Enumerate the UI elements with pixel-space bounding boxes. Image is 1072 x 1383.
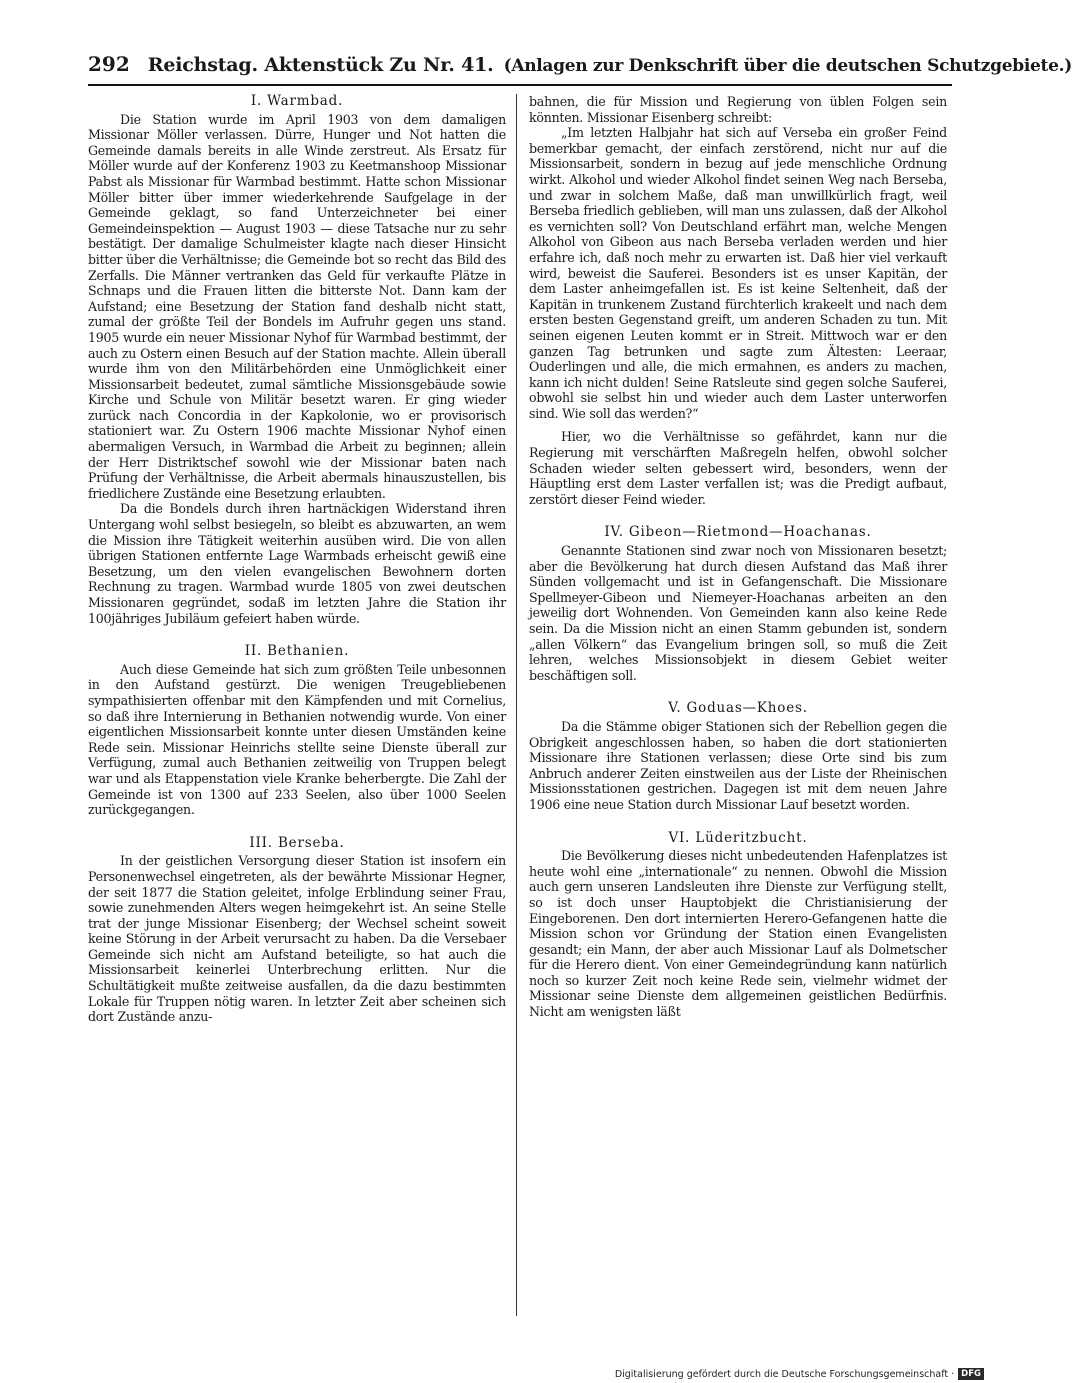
left-column	[88, 94, 506, 1025]
footer-text: Digitalisierung gefördert durch die Deutsche Forschungsgemeinschaft ·	[614, 1368, 955, 1380]
digitization-footer	[604, 1367, 984, 1381]
quote-paragraph: „Im letzten Halbjahr hat sich auf Verseba ein großer Feind bemerkbar gemacht, der einfach zerstörend, nicht nur auf die Missionsarbeit, sondern in bezug auf jede menschliche Ordnung wirkt. Alkohol und wieder Alkohol findet seinen Weg nach Berseba, und zwar in solchem Maße, daß man unwillkürlich fragt, weil Berseba friedlich geblieben, will man uns zulassen, daß der Alkohol es vernichten soll? Von Deutschland erfährt man, welche Mengen Alkohol von Gibeon aus nach Berseba verladen werden und hier erfahre ich, daß noch mehr zu erwarten ist. Daß hier viel verkauft wird, beweist die Sauferei. Besonders ist es unser Kapitän, der dem Laster anheimgefallen ist. Es ist keine Seltenheit, daß der Kapitän in trunkenem Zustand fürchterlich krakeelt und nach dem ersten besten Gegenstand greift, um anderen Schaden zu tun. Mit seinen eigenen Leuten kommt er in Streit. Mittwoch war er den ganzen Tag betrunken und sagte zum Ältesten: Leeraar, Ouderlingen und alle, die mich ermahnen, es anders zu machen, kann ich nicht dulden! Seine Ratsleute sind gegen solche Sauferei, obwohl sie selbst hin und wieder auch dem Laster unterworfen sind. Wie soll das werden?“	[529, 125, 947, 421]
section-heading-warmbad: I. Warmbad.	[250, 93, 344, 109]
paragraph: Die Bevölkerung dieses nicht unbedeutenden Hafenplatzes ist heute wohl eine „internationale“ zu nennen. Obwohl die Mission auch gern unseren Landsleuten ihre Dienste zur Verfügung stellt, so ist doch unser Hauptobjekt die Christianisierung der Eingeborenen. Den dort internierten Herero-Gefangenen hatte die Mission schon vor Gründung der Station einen Evangelisten gesandt; ein Mann, der aber auch Missionar Lauf als Dolmetscher für die Herero dient. Von einer Gemeindegründung kann natürlich noch so kurzer Zeit noch keine Rede sein, vielmehr widmet der Missionar seine Dienste dem allgemeinen geistlichen Bedürfnis. Nicht am wenigsten läßt	[529, 848, 947, 1020]
header-title: Reichstag. Aktenstück Zu Nr. 41.	[147, 54, 494, 76]
section-heading-gibeon: IV. Gibeon—Rietmond—Hoachanas.	[604, 524, 872, 541]
paragraph: Die Station wurde im April 1903 von dem damaligen Missionar Möller verlassen. Dürre, Hunger und Not hatten die Gemeinde damals bereits in alle Winde zerstreut. Als Ersatz für Möller wurde auf der Konferenz 1903 zu Keetmanshoop Missionar Pabst als Missionar für Warmbad bestimmt. Hatte schon Missionar Möller bitter über immer wiederkehrende Saufgelage in der Gemeinde geklagt, so fand Unterzeichneter bei einer Gemeindeinspektion — August 1903 — diese Tatsache nur zu sehr bestätigt. Der damalige Schulmeister klagte nach dieser Hinsicht bitter über die Verhältnisse; die Gemeinde bot so recht das Bild des Zerfalls. Die Männer vertranken das Geld für verkaufte Plätze in Schnaps und die Frauen litten die bitterste Not. Dann kam der Aufstand; eine Besetzung der Station fand deshalb nicht statt, zumal der größte Teil der Bondels im Aufruhr gegen uns stand. 1905 wurde ein neuer Missionar Nyhof für Warmbad bestimmt, der auch zu Ostern einen Besuch auf der Station machte. Allein überall wurde ihm von den Militärbehörden eine Unmöglichkeit einer Missionsarbeit bedeutet, zumal sämtliche Missionsgebäude sowie Kirche und Schule von Militär besetzt waren. Er ging wieder zurück nach Concordia in der Kapkolonie, wo er provisorisch stationiert war. Zu Ostern 1906 machte Missionar Nyhof einen abermaligen Versuch, in Warmbad die Arbeit zu beginnen; allein der Herr Distriktschef sowohl wie der Missionar baten nach Prüfung der Verhältnisse, die Arbeit abermals hinauszustellen, bis friedlichere Zustände eine Besetzung erlaubten.	[88, 111, 506, 501]
section-heading-luederitzbucht: VI. Lüderitzbucht.	[668, 829, 808, 846]
paragraph: Da die Bondels durch ihren hartnäckigen Widerstand ihren Untergang wohl selbst besiegeln, so bleibt es abzuwarten, an wem die Mission ihre Tätigkeit weiterhin ausüben wird. Die von allen übrigen Stationen entfernte Lage Warmbads erheischt gewiß eine Besetzung, um den vielen evangelischen Bewohnern dorten Rechnung zu tragen. Warmbad wurde 1805 von zwei deutschen Missionaren gegründet, sodaß im letzten Jahre die Station ihr 100jähriges Jubiläum gefeiert haben würde.	[88, 501, 506, 626]
right-column	[529, 94, 947, 1020]
paragraph: Auch diese Gemeinde hat sich zum größten Teile unbesonnen in den Aufstand gestürzt. Die wenigen Treugebliebenen sympathisierten offenbar mit den Kämpfenden und mit Cornelius, so daß ihre Internierung in Bethanien notwendig wurde. Von einer eigentlichen Missionsarbeit konnte unter diesen Umständen keine Rede sein. Missionar Heinrichs stellte seine Dienste überall zur Verfügung, zumal auch Bethanien zeitweilig von Truppen belegt war und als Etappenstation viele Kranke beherbergte. Die Zahl der Gemeinde ist von 1300 auf 233 Seelen, also über 1000 Seelen zurückgegangen.	[88, 661, 506, 818]
paragraph: Da die Stämme obiger Stationen sich der Rebellion gegen die Obrigkeit angeschlossen haben, so haben die dort stationierten Missionare ihre Stationen verlassen; diese Orte sind bis zum Anbruch anderer Zeiten einstweilen aus der Liste der Rheinischen Missionsstationen gestrichen. Dagegen ist mit dem neuen Jahre 1906 eine neue Station durch Missionar Lauf besetzt worden.	[529, 718, 947, 812]
header-subtitle: (Anlagen zur Denkschrift über die deutschen Schutzgebiete.)	[503, 56, 1072, 76]
paragraph: Hier, wo die Verhältnisse so gefährdet, kann nur die Regierung mit verschärften Maßregeln helfen, obwohl solcher Schaden wieder selten gebessert wird, besonders, wenn der Häuptling erst dem Laster verfallen ist; was die Predigt aufbaut, zerstört dieser Feind wieder.	[529, 429, 947, 507]
page-header	[88, 52, 1072, 82]
paragraph: In der geistlichen Versorgung dieser Station ist insofern ein Personenwechsel eingetreten, als der bewährte Missionar Hegner, der seit 1877 die Station geleitet, infolge Erblindung seiner Frau, sowie zunehmenden Alters wegen heimgekehrt ist. An seine Stelle trat der junge Missionar Eisenberg; der Wechsel scheint soweit keine Störung in der Arbeit verursacht zu haben. Da die Versebaer Gemeinde sich nicht am Aufstand beteiligte, so hat auch die Missionsarbeit keinerlei Unterbrechung erlitten. Nur die Schultätigkeit mußte zeitweise ausfallen, da die dazu bestimmten Lokale für Truppen nötig waren. In letzter Zeit aber scheinen sich dort Zustände anzu-	[88, 853, 506, 1025]
page-number: 292	[88, 52, 130, 76]
section-heading-bethanien: II. Bethanien.	[244, 643, 350, 660]
paragraph: Genannte Stationen sind zwar noch von Missionaren besetzt; aber die Bevölkerung hat durch diesen Aufstand das Maß ihrer Sünden vollgemacht und ist in Gefangenschaft. Die Missionare Spellmeyer-Gibeon und Niemeyer-Hoachanas arbeiten an den jeweilig dort Wohnenden. Von Gemeinden kann also keine Rede sein. Da die Mission nicht an einen Stamm gebunden ist, sondern „allen Völkern“ das Evangelium bringen soll, so muß die Zeit lehren, welches Missionsobjekt in diesem Gebiet weiter beschäftigen soll.	[529, 543, 947, 683]
section-heading-berseba: III. Berseba.	[249, 834, 345, 851]
column-divider	[516, 94, 517, 1316]
section-heading-goduas: V. Goduas—Khoes.	[668, 700, 808, 717]
dfg-logo-icon: DFG	[958, 1368, 984, 1380]
header-rule	[88, 84, 952, 86]
paragraph-continuation: bahnen, die für Mission und Regierung von üblen Folgen sein könnten. Missionar Eisenberg schreibt:	[529, 94, 947, 125]
